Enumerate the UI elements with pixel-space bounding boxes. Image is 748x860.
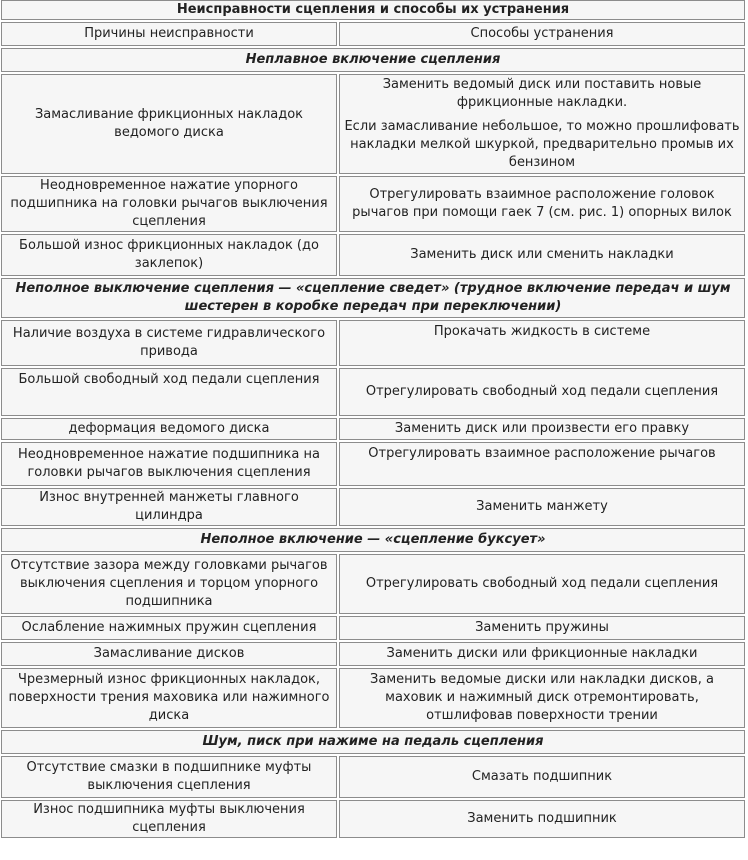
cause-cell: Замасливание фрикционных накладок ведомого диска — [1, 74, 337, 174]
section-title: Неполное выключение сцепления — «сцепление сведет» (трудное включение передач и шум шестерен в коробке передач при переключении) — [1, 278, 745, 318]
remedy-text: Заменить подшипник — [467, 811, 617, 826]
cause-cell: Отсутствие зазора между головками рычагов выключения сцепления и торцом упорного подшипника — [1, 554, 337, 614]
section-title: Неплавное включение сцепления — [1, 48, 745, 72]
remedy-cell — [339, 668, 745, 728]
remedy-text: Заменить пружины — [475, 620, 609, 635]
cause-cell: Большой износ фрикционных накладок (до заклепок) — [1, 234, 337, 276]
remedy-cell — [339, 442, 745, 486]
header-causes: Причины неисправности — [1, 22, 337, 46]
table-row — [1, 800, 745, 838]
remedy-cell — [339, 418, 745, 440]
remedy-cell — [339, 642, 745, 666]
remedy-text: Если замасливание небольшое, то можно прошлифовать накладки мелкой шкуркой, предварительно промыв их бензином — [344, 119, 740, 170]
table-row — [1, 642, 745, 666]
cause-cell: деформация ведомого диска — [1, 418, 337, 440]
cause-cell: Замасливание дисков — [1, 642, 337, 666]
table-row — [1, 756, 745, 798]
remedy-cell — [339, 368, 745, 416]
cause-cell: Износ подшипника муфты выключения сцепления — [1, 800, 337, 838]
remedy-text: Заменить ведомые диски или накладки дисков, а маховик и нажимный диск отремонтировать, отшлифовав поверхности трении — [370, 672, 714, 723]
table-row — [1, 320, 745, 366]
table-row — [1, 368, 745, 416]
section-header-row — [1, 528, 745, 552]
table-row — [1, 418, 745, 440]
remedy-cell — [339, 320, 745, 366]
remedy-text: Заменить диск или сменить накладки — [410, 247, 674, 262]
cause-cell: Большой свободный ход педали сцепления — [1, 368, 337, 416]
table-row — [1, 176, 745, 232]
remedy-cell — [339, 554, 745, 614]
title-row — [1, 0, 745, 20]
remedy-cell — [339, 756, 745, 798]
remedy-cell — [339, 488, 745, 526]
remedy-cell — [339, 800, 745, 838]
table-title: Неисправности сцепления и способы их устранения — [1, 0, 745, 20]
table-row — [1, 554, 745, 614]
header-remedies: Способы устранения — [339, 22, 745, 46]
cause-cell: Неодновременное нажатие подшипника на головки рычагов выключения сцепления — [1, 442, 337, 486]
section-title: Неполное включение — «сцепление буксует» — [1, 528, 745, 552]
remedy-text: Отрегулировать свободный ход педали сцепления — [365, 576, 719, 591]
remedy-cell — [339, 234, 745, 276]
section-header-row — [1, 48, 745, 72]
table-row — [1, 616, 745, 640]
remedy-text: Отрегулировать взаимное расположение головок рычагов при помощи гаек 7 (см. рис. 1) опорных вилок — [352, 187, 732, 220]
cause-cell: Отсутствие смазки в подшипнике муфты выключения сцепления — [1, 756, 337, 798]
remedy-text: Прокачать жидкость в системе — [433, 324, 651, 339]
section-title: Шум, писк при нажиме на педаль сцепления — [1, 730, 745, 754]
remedy-text: Заменить диск или произвести его правку — [394, 421, 690, 436]
table-row — [1, 234, 745, 276]
table-row — [1, 668, 745, 728]
cause-cell: Износ внутренней манжеты главного цилиндра — [1, 488, 337, 526]
cause-cell: Неодновременное нажатие упорного подшипника на головки рычагов выключения сцепления — [1, 176, 337, 232]
remedy-cell — [339, 616, 745, 640]
cause-cell: Наличие воздуха в системе гидравлического привода — [1, 320, 337, 366]
remedy-text: Заменить манжету — [476, 499, 608, 514]
remedy-text: Заменить диски или фрикционные накладки — [386, 646, 698, 661]
section-header-row — [1, 730, 745, 754]
remedy-cell — [339, 176, 745, 232]
remedy-text: Заменить ведомый диск или поставить новые фрикционные накладки. — [382, 77, 702, 110]
remedy-text: Смазать подшипник — [471, 769, 613, 784]
cause-cell: Чрезмерный износ фрикционных накладок, поверхности трения маховика или нажимного диска — [1, 668, 337, 728]
cause-cell: Ослабление нажимных пружин сцепления — [1, 616, 337, 640]
remedy-text: Отрегулировать взаимное расположение рычагов — [368, 446, 716, 461]
table-row — [1, 442, 745, 486]
table-row — [1, 488, 745, 526]
table-row — [1, 74, 745, 174]
header-row — [1, 22, 745, 46]
remedy-cell — [339, 74, 745, 174]
remedy-text: Отрегулировать свободный ход педали сцепления — [365, 384, 719, 399]
section-header-row — [1, 278, 745, 318]
